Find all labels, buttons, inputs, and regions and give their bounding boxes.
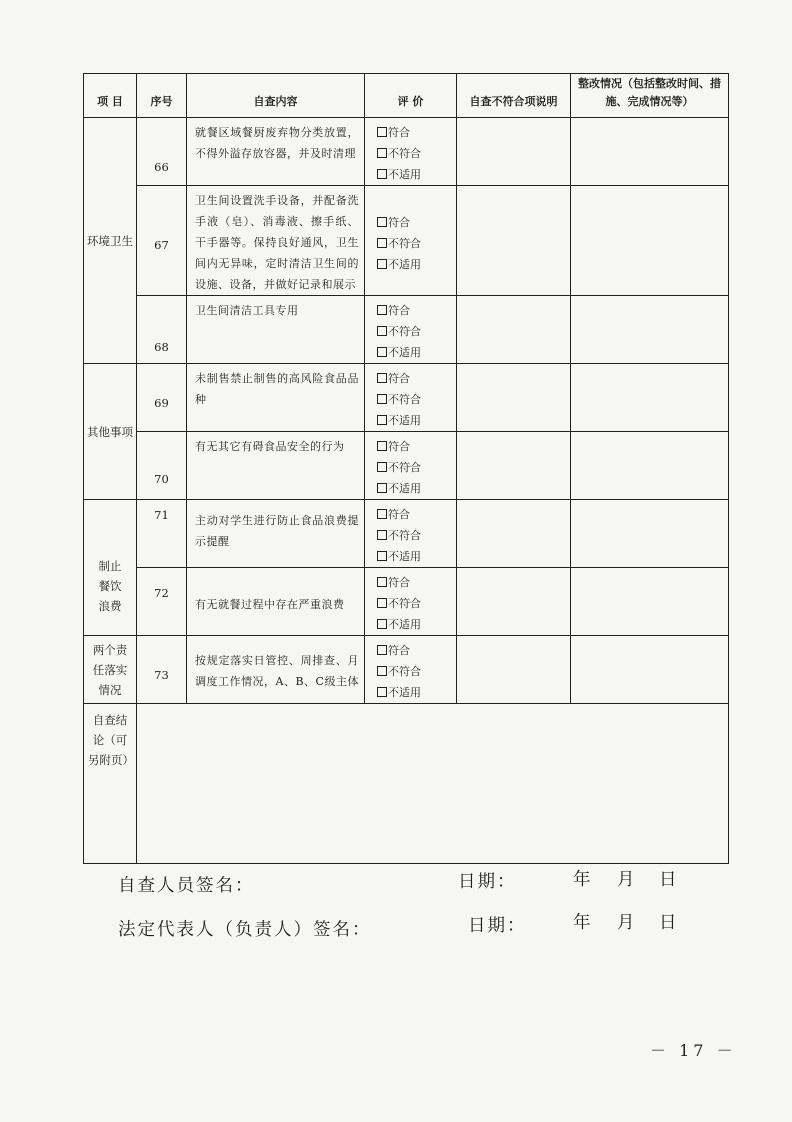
- eval-option-label: 不适用: [388, 550, 421, 563]
- eval-cell: [365, 118, 457, 186]
- table-row: [84, 296, 729, 364]
- eval-option[interactable]: [377, 640, 456, 661]
- checkbox-icon[interactable]: [377, 127, 387, 137]
- eval-option[interactable]: [377, 300, 456, 321]
- seq-cell: [137, 186, 187, 296]
- eval-option-label: 符合: [388, 576, 410, 589]
- eval-option[interactable]: [377, 321, 456, 342]
- rectify-cell[interactable]: [571, 636, 729, 704]
- category-waste: 制止餐饮浪费: [84, 500, 137, 636]
- rectify-cell[interactable]: [571, 296, 729, 364]
- eval-option[interactable]: [377, 525, 456, 546]
- eval-cell: [365, 636, 457, 704]
- content-cell: 有无就餐过程中存在严重浪费: [187, 568, 365, 636]
- checkbox-icon[interactable]: [377, 666, 387, 676]
- eval-cell: [365, 500, 457, 568]
- eval-option[interactable]: [377, 368, 456, 389]
- eval-cell: [365, 364, 457, 432]
- eval-option[interactable]: [377, 233, 456, 254]
- seq-number: 66: [154, 160, 169, 174]
- content-cell: 按规定落实日管控、周排查、月调度工作情况，A、B、C级主体: [187, 636, 365, 704]
- eval-option-label: 符合: [388, 216, 410, 229]
- seq-number: 67: [154, 238, 169, 252]
- category-env: 环境卫生: [84, 118, 137, 364]
- eval-option-label: 不符合: [388, 461, 421, 474]
- seq-cell: [137, 568, 187, 636]
- conclusion-label: 自查结论（可另附页）: [84, 704, 137, 864]
- seq-number: 70: [154, 472, 169, 486]
- eval-option-label: 符合: [388, 440, 410, 453]
- eval-option[interactable]: [377, 410, 456, 431]
- checkbox-icon[interactable]: [377, 217, 387, 227]
- seq-number: 72: [154, 586, 169, 600]
- checkbox-icon[interactable]: [377, 305, 387, 315]
- seq-cell: [137, 432, 187, 500]
- checkbox-icon[interactable]: [377, 483, 387, 493]
- table-row: [84, 500, 729, 568]
- checkbox-icon[interactable]: [377, 645, 387, 655]
- conclusion-row: [84, 704, 729, 864]
- eval-option[interactable]: [377, 457, 456, 478]
- content-cell: 卫生间设置洗手设备，并配备洗手液（皂）、消毒液、擦手纸、干手器等。保持良好通风，卫生间内无异味，定时清洁卫生间的设施、设备，并做好记录和展示: [187, 186, 365, 296]
- eval-option-label: 不适用: [388, 482, 421, 495]
- self-inspection-table: [83, 73, 729, 864]
- seq-number: 71: [154, 508, 169, 522]
- eval-option[interactable]: [377, 504, 456, 525]
- eval-option-label: 符合: [388, 372, 410, 385]
- legal-rep-date-month[interactable]: 月: [617, 913, 637, 933]
- checkbox-icon[interactable]: [377, 577, 387, 587]
- checkbox-icon[interactable]: [377, 373, 387, 383]
- inspector-date-day[interactable]: 日: [659, 870, 679, 890]
- eval-option-label: 不适用: [388, 686, 421, 699]
- checkbox-icon[interactable]: [377, 551, 387, 561]
- content-cell: 卫生间清洁工具专用: [187, 296, 365, 364]
- legal-rep-date-day[interactable]: 日: [659, 913, 679, 933]
- seq-cell: [137, 296, 187, 364]
- table-row: [84, 364, 729, 432]
- inspector-date-label: 日期：: [458, 872, 517, 892]
- eval-option[interactable]: [377, 614, 456, 635]
- eval-option-label: 不符合: [388, 393, 421, 406]
- eval-option-label: 不适用: [388, 258, 421, 271]
- eval-option-label: 不适用: [388, 414, 421, 427]
- conclusion-input[interactable]: [137, 704, 729, 864]
- nonconform-cell[interactable]: [457, 568, 571, 636]
- eval-option[interactable]: [377, 254, 456, 275]
- eval-option[interactable]: [377, 212, 456, 233]
- eval-option-label: 不符合: [388, 597, 421, 610]
- checkbox-icon[interactable]: [377, 347, 387, 357]
- legal-rep-signature-label: 法定代表人（负责人）签名：: [118, 920, 372, 940]
- table-row: [84, 432, 729, 500]
- table-row: [84, 118, 729, 186]
- checkbox-icon[interactable]: [377, 326, 387, 336]
- eval-option[interactable]: [377, 572, 456, 593]
- page-number: － 17 －: [650, 1041, 737, 1060]
- checkbox-icon[interactable]: [377, 259, 387, 269]
- eval-cell: [365, 296, 457, 364]
- eval-option[interactable]: [377, 682, 456, 703]
- eval-option-label: 不适用: [388, 168, 421, 181]
- inspector-date-year[interactable]: 年: [573, 870, 593, 890]
- eval-option-label: 符合: [388, 644, 410, 657]
- category-other: 其他事项: [84, 364, 137, 500]
- inspector-signature-label: 自查人员签名：: [118, 876, 255, 896]
- eval-option-label: 不适用: [388, 618, 421, 631]
- eval-option[interactable]: [377, 546, 456, 567]
- nonconform-cell[interactable]: [457, 500, 571, 568]
- checkbox-icon[interactable]: [377, 687, 387, 697]
- seq-cell: [137, 118, 187, 186]
- nonconform-cell[interactable]: [457, 186, 571, 296]
- table-row: [84, 636, 729, 704]
- seq-cell: [137, 364, 187, 432]
- seq-cell: [137, 636, 187, 704]
- eval-option[interactable]: [377, 661, 456, 682]
- header-row: [84, 74, 729, 118]
- eval-option-label: 不符合: [388, 529, 421, 542]
- table-row: [84, 186, 729, 296]
- checkbox-icon[interactable]: [377, 169, 387, 179]
- header-project: 项 目: [84, 74, 137, 118]
- seq-number: 73: [154, 668, 169, 682]
- eval-cell: [365, 432, 457, 500]
- content-cell: 就餐区域餐厨废弃物分类放置，不得外溢存放容器，并及时清理: [187, 118, 365, 186]
- header-content: 自查内容: [187, 74, 365, 118]
- content-cell: 有无其它有碍食品安全的行为: [187, 432, 365, 500]
- legal-rep-date-label: 日期：: [468, 916, 527, 936]
- checkbox-icon[interactable]: [377, 394, 387, 404]
- eval-option-label: 符合: [388, 126, 410, 139]
- header-rectify: 整改情况（包括整改时间、措施、完成情况等）: [571, 74, 729, 118]
- eval-option-label: 不符合: [388, 237, 421, 250]
- rectify-cell[interactable]: [571, 432, 729, 500]
- inspector-date-month[interactable]: 月: [617, 870, 637, 890]
- checkbox-icon[interactable]: [377, 238, 387, 248]
- eval-option-label: 不符合: [388, 147, 421, 160]
- nonconform-cell[interactable]: [457, 296, 571, 364]
- eval-option-label: 不适用: [388, 346, 421, 359]
- rectify-cell[interactable]: [571, 186, 729, 296]
- eval-option[interactable]: [377, 164, 456, 185]
- rectify-cell[interactable]: [571, 364, 729, 432]
- eval-option-label: 不符合: [388, 325, 421, 338]
- rectify-cell[interactable]: [571, 118, 729, 186]
- nonconform-cell[interactable]: [457, 636, 571, 704]
- eval-option-label: 符合: [388, 508, 410, 521]
- checkbox-icon[interactable]: [377, 462, 387, 472]
- eval-option-label: 符合: [388, 304, 410, 317]
- seq-cell: [137, 500, 187, 568]
- checkbox-icon[interactable]: [377, 509, 387, 519]
- checkbox-icon[interactable]: [377, 148, 387, 158]
- nonconform-cell[interactable]: [457, 432, 571, 500]
- checkbox-icon[interactable]: [377, 415, 387, 425]
- category-resp: 两个责任落实情况: [84, 636, 137, 704]
- eval-option[interactable]: [377, 122, 456, 143]
- eval-option[interactable]: [377, 478, 456, 499]
- content-cell: 未制售禁止制售的高风险食品品种: [187, 364, 365, 432]
- eval-option-label: 不符合: [388, 665, 421, 678]
- nonconform-cell[interactable]: [457, 364, 571, 432]
- legal-rep-date-year[interactable]: 年: [573, 913, 593, 933]
- rectify-cell[interactable]: [571, 568, 729, 636]
- eval-option[interactable]: [377, 436, 456, 457]
- content-cell: 主动对学生进行防止食品浪费提示提醒: [187, 500, 365, 568]
- header-eval: 评 价: [365, 74, 457, 118]
- eval-cell: [365, 568, 457, 636]
- checkbox-icon[interactable]: [377, 598, 387, 608]
- checkbox-icon[interactable]: [377, 619, 387, 629]
- seq-number: 69: [154, 396, 169, 410]
- table-row: [84, 568, 729, 636]
- nonconform-cell[interactable]: [457, 118, 571, 186]
- checkbox-icon[interactable]: [377, 441, 387, 451]
- eval-option[interactable]: [377, 593, 456, 614]
- seq-number: 68: [154, 340, 169, 354]
- eval-option[interactable]: [377, 143, 456, 164]
- eval-option[interactable]: [377, 389, 456, 410]
- checkbox-icon[interactable]: [377, 530, 387, 540]
- header-nonconform: 自查不符合项说明: [457, 74, 571, 118]
- header-seq: 序号: [137, 74, 187, 118]
- eval-cell: [365, 186, 457, 296]
- eval-option[interactable]: [377, 342, 456, 363]
- rectify-cell[interactable]: [571, 500, 729, 568]
